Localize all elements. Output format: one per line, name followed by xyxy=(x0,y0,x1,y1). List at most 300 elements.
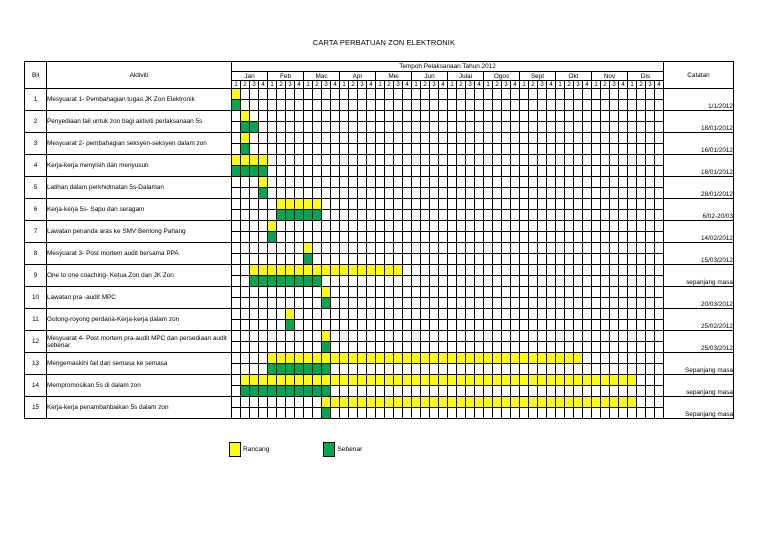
task-note: 16/01/2012 xyxy=(664,133,734,155)
empty-cell xyxy=(313,397,322,408)
empty-cell xyxy=(538,144,547,155)
empty-cell xyxy=(367,254,376,265)
empty-cell xyxy=(358,342,367,353)
actual-cell xyxy=(250,122,259,133)
empty-cell xyxy=(511,254,520,265)
empty-cell xyxy=(547,364,556,375)
empty-cell xyxy=(421,133,430,144)
empty-cell xyxy=(232,331,241,342)
empty-cell xyxy=(313,342,322,353)
empty-cell xyxy=(511,331,520,342)
empty-cell xyxy=(637,221,646,232)
empty-cell xyxy=(403,111,412,122)
empty-cell xyxy=(268,309,277,320)
empty-cell xyxy=(484,331,493,342)
empty-cell xyxy=(466,276,475,287)
actual-cell xyxy=(232,100,241,111)
empty-cell xyxy=(511,166,520,177)
empty-cell xyxy=(439,342,448,353)
empty-cell xyxy=(466,287,475,298)
empty-cell xyxy=(439,265,448,276)
empty-cell xyxy=(538,232,547,243)
empty-cell xyxy=(565,408,574,419)
empty-cell xyxy=(403,320,412,331)
planned-cell xyxy=(367,265,376,276)
week-header: 1 xyxy=(412,81,421,89)
empty-cell xyxy=(331,89,340,100)
empty-cell xyxy=(655,375,664,386)
empty-cell xyxy=(250,320,259,331)
empty-cell xyxy=(601,243,610,254)
empty-cell xyxy=(241,342,250,353)
task-activity: Mesyuarat 4- Post mortem pra-audit MPC dan persediaan audit sebenar xyxy=(47,331,232,353)
empty-cell xyxy=(502,287,511,298)
planned-cell xyxy=(322,353,331,364)
empty-cell xyxy=(268,210,277,221)
planned-cell xyxy=(601,375,610,386)
empty-cell xyxy=(628,287,637,298)
empty-cell xyxy=(439,408,448,419)
planned-cell xyxy=(376,353,385,364)
empty-cell xyxy=(520,100,529,111)
empty-cell xyxy=(232,177,241,188)
empty-cell xyxy=(295,144,304,155)
empty-cell xyxy=(493,210,502,221)
empty-cell xyxy=(259,144,268,155)
empty-cell xyxy=(628,100,637,111)
empty-cell xyxy=(385,199,394,210)
empty-cell xyxy=(592,331,601,342)
empty-cell xyxy=(583,331,592,342)
empty-cell xyxy=(403,188,412,199)
empty-cell xyxy=(628,353,637,364)
empty-cell xyxy=(502,122,511,133)
empty-cell xyxy=(448,133,457,144)
empty-cell xyxy=(628,386,637,397)
empty-cell xyxy=(646,276,655,287)
empty-cell xyxy=(538,254,547,265)
empty-cell xyxy=(250,287,259,298)
empty-cell xyxy=(277,100,286,111)
empty-cell xyxy=(574,342,583,353)
empty-cell xyxy=(601,254,610,265)
empty-cell xyxy=(331,254,340,265)
empty-cell xyxy=(484,177,493,188)
empty-cell xyxy=(520,221,529,232)
empty-cell xyxy=(322,309,331,320)
empty-cell xyxy=(493,199,502,210)
empty-cell xyxy=(619,298,628,309)
planned-cell xyxy=(430,353,439,364)
empty-cell xyxy=(430,298,439,309)
empty-cell xyxy=(277,243,286,254)
planned-cell xyxy=(241,155,250,166)
planned-cell xyxy=(421,397,430,408)
planned-cell xyxy=(457,397,466,408)
planned-cell xyxy=(232,155,241,166)
header-tempoh: Tempoh Pelaksanaan Tahun 2012 xyxy=(232,62,664,72)
empty-cell xyxy=(493,276,502,287)
empty-cell xyxy=(493,364,502,375)
week-header: 1 xyxy=(520,81,529,89)
empty-cell xyxy=(385,309,394,320)
empty-cell xyxy=(322,144,331,155)
empty-cell xyxy=(502,89,511,100)
empty-cell xyxy=(340,221,349,232)
empty-cell xyxy=(457,122,466,133)
empty-cell xyxy=(511,232,520,243)
empty-cell xyxy=(277,397,286,408)
planned-cell xyxy=(277,199,286,210)
empty-cell xyxy=(592,111,601,122)
empty-cell xyxy=(574,254,583,265)
empty-cell xyxy=(547,122,556,133)
week-header: 2 xyxy=(421,81,430,89)
empty-cell xyxy=(277,155,286,166)
empty-cell xyxy=(520,166,529,177)
empty-cell xyxy=(394,199,403,210)
empty-cell xyxy=(529,287,538,298)
empty-cell xyxy=(646,210,655,221)
empty-cell xyxy=(646,254,655,265)
empty-cell xyxy=(484,166,493,177)
empty-cell xyxy=(376,111,385,122)
empty-cell xyxy=(439,287,448,298)
empty-cell xyxy=(511,221,520,232)
planned-cell xyxy=(556,397,565,408)
empty-cell xyxy=(376,364,385,375)
gantt-chart xyxy=(24,61,734,419)
empty-cell xyxy=(520,122,529,133)
empty-cell xyxy=(259,298,268,309)
empty-cell xyxy=(277,408,286,419)
empty-cell xyxy=(232,298,241,309)
empty-cell xyxy=(637,287,646,298)
empty-cell xyxy=(421,188,430,199)
empty-cell xyxy=(637,177,646,188)
empty-cell xyxy=(466,100,475,111)
empty-cell xyxy=(457,364,466,375)
empty-cell xyxy=(574,100,583,111)
empty-cell xyxy=(502,386,511,397)
planned-cell xyxy=(520,397,529,408)
planned-cell xyxy=(295,375,304,386)
empty-cell xyxy=(394,111,403,122)
empty-cell xyxy=(538,177,547,188)
actual-cell xyxy=(304,276,313,287)
empty-cell xyxy=(538,188,547,199)
planned-cell xyxy=(277,353,286,364)
empty-cell xyxy=(520,320,529,331)
empty-cell xyxy=(547,188,556,199)
chart-title: CARTA PERBATUAN ZON ELEKTRONIK xyxy=(312,38,456,47)
empty-cell xyxy=(376,243,385,254)
empty-cell xyxy=(295,232,304,243)
empty-cell xyxy=(331,309,340,320)
planned-cell xyxy=(331,265,340,276)
empty-cell xyxy=(511,309,520,320)
empty-cell xyxy=(574,331,583,342)
empty-cell xyxy=(349,287,358,298)
empty-cell xyxy=(583,155,592,166)
empty-cell xyxy=(610,320,619,331)
empty-cell xyxy=(295,243,304,254)
empty-cell xyxy=(475,144,484,155)
empty-cell xyxy=(412,122,421,133)
empty-cell xyxy=(493,265,502,276)
empty-cell xyxy=(340,133,349,144)
empty-cell xyxy=(403,364,412,375)
empty-cell xyxy=(547,221,556,232)
empty-cell xyxy=(295,177,304,188)
empty-cell xyxy=(367,199,376,210)
empty-cell xyxy=(358,276,367,287)
empty-cell xyxy=(556,221,565,232)
empty-cell xyxy=(655,386,664,397)
empty-cell xyxy=(385,122,394,133)
empty-cell xyxy=(268,408,277,419)
empty-cell xyxy=(574,243,583,254)
empty-cell xyxy=(574,309,583,320)
empty-cell xyxy=(574,287,583,298)
week-header: 3 xyxy=(430,81,439,89)
empty-cell xyxy=(430,122,439,133)
planned-cell xyxy=(322,397,331,408)
empty-cell xyxy=(304,89,313,100)
task-activity: Mesyuarat 3- Post mortem audit bersama PPA xyxy=(47,243,232,265)
empty-cell xyxy=(601,353,610,364)
month-header: Dis xyxy=(628,72,664,81)
empty-cell xyxy=(430,188,439,199)
empty-cell xyxy=(502,243,511,254)
empty-cell xyxy=(394,232,403,243)
empty-cell xyxy=(358,221,367,232)
week-header: 2 xyxy=(277,81,286,89)
empty-cell xyxy=(304,397,313,408)
empty-cell xyxy=(628,155,637,166)
empty-cell xyxy=(529,111,538,122)
empty-cell xyxy=(475,342,484,353)
empty-cell xyxy=(493,133,502,144)
planned-cell xyxy=(628,397,637,408)
empty-cell xyxy=(583,287,592,298)
planned-cell xyxy=(277,265,286,276)
empty-cell xyxy=(565,232,574,243)
empty-cell xyxy=(574,111,583,122)
task-note: Sepanjang masa xyxy=(664,397,734,419)
empty-cell xyxy=(250,243,259,254)
empty-cell xyxy=(394,221,403,232)
task-note: Sepanjang masa xyxy=(664,353,734,375)
empty-cell xyxy=(304,144,313,155)
empty-cell xyxy=(466,111,475,122)
empty-cell xyxy=(574,144,583,155)
empty-cell xyxy=(556,122,565,133)
empty-cell xyxy=(619,210,628,221)
empty-cell xyxy=(547,100,556,111)
planned-cell xyxy=(259,375,268,386)
empty-cell xyxy=(241,364,250,375)
task-note: 18/01/2012 xyxy=(664,155,734,177)
empty-cell xyxy=(457,221,466,232)
task-activity: Lawatan pra -audit MPC xyxy=(47,287,232,309)
actual-cell xyxy=(295,276,304,287)
empty-cell xyxy=(358,144,367,155)
empty-cell xyxy=(331,133,340,144)
empty-cell xyxy=(619,386,628,397)
empty-cell xyxy=(232,276,241,287)
empty-cell xyxy=(583,265,592,276)
empty-cell xyxy=(340,155,349,166)
empty-cell xyxy=(484,298,493,309)
empty-cell xyxy=(286,177,295,188)
empty-cell xyxy=(646,89,655,100)
empty-cell xyxy=(601,298,610,309)
empty-cell xyxy=(304,177,313,188)
empty-cell xyxy=(349,177,358,188)
empty-cell xyxy=(538,298,547,309)
actual-cell xyxy=(286,210,295,221)
planned-cell xyxy=(565,353,574,364)
empty-cell xyxy=(403,210,412,221)
empty-cell xyxy=(313,287,322,298)
empty-cell xyxy=(457,254,466,265)
actual-cell xyxy=(232,166,241,177)
empty-cell xyxy=(619,331,628,342)
empty-cell xyxy=(637,353,646,364)
planned-cell xyxy=(619,397,628,408)
week-header: 3 xyxy=(466,81,475,89)
empty-cell xyxy=(601,89,610,100)
empty-cell xyxy=(304,133,313,144)
empty-cell xyxy=(232,188,241,199)
empty-cell xyxy=(349,144,358,155)
empty-cell xyxy=(421,386,430,397)
empty-cell xyxy=(313,144,322,155)
empty-cell xyxy=(385,287,394,298)
task-note: 6/02-20/03 xyxy=(664,199,734,221)
empty-cell xyxy=(277,122,286,133)
empty-cell xyxy=(322,320,331,331)
empty-cell xyxy=(412,232,421,243)
empty-cell xyxy=(457,276,466,287)
empty-cell xyxy=(601,309,610,320)
empty-cell xyxy=(304,166,313,177)
task-number: 15 xyxy=(25,397,47,419)
week-header: 2 xyxy=(529,81,538,89)
empty-cell xyxy=(619,287,628,298)
empty-cell xyxy=(259,397,268,408)
empty-cell xyxy=(376,309,385,320)
empty-cell xyxy=(394,177,403,188)
empty-cell xyxy=(601,199,610,210)
empty-cell xyxy=(295,331,304,342)
empty-cell xyxy=(583,144,592,155)
empty-cell xyxy=(619,364,628,375)
empty-cell xyxy=(529,155,538,166)
empty-cell xyxy=(385,276,394,287)
empty-cell xyxy=(385,408,394,419)
empty-cell xyxy=(286,254,295,265)
empty-cell xyxy=(565,199,574,210)
empty-cell xyxy=(484,111,493,122)
empty-cell xyxy=(610,188,619,199)
actual-cell xyxy=(286,320,295,331)
week-header: 4 xyxy=(511,81,520,89)
task-activity: Mempromosikan 5s di dalam zon xyxy=(47,375,232,397)
task-number: 2 xyxy=(25,111,47,133)
empty-cell xyxy=(241,353,250,364)
empty-cell xyxy=(232,122,241,133)
task-note: 15/03/2012 xyxy=(664,243,734,265)
empty-cell xyxy=(610,353,619,364)
empty-cell xyxy=(493,309,502,320)
planned-cell xyxy=(574,397,583,408)
empty-cell xyxy=(583,309,592,320)
empty-cell xyxy=(394,287,403,298)
empty-cell xyxy=(259,243,268,254)
empty-cell xyxy=(259,232,268,243)
empty-cell xyxy=(475,166,484,177)
empty-cell xyxy=(637,188,646,199)
empty-cell xyxy=(502,364,511,375)
empty-cell xyxy=(403,254,412,265)
empty-cell xyxy=(313,166,322,177)
actual-cell xyxy=(322,408,331,419)
empty-cell xyxy=(412,144,421,155)
empty-cell xyxy=(601,155,610,166)
empty-cell xyxy=(322,111,331,122)
empty-cell xyxy=(277,177,286,188)
task-activity: Kerja-kerja penambahbaikan 5s dalam zon xyxy=(47,397,232,419)
empty-cell xyxy=(349,100,358,111)
empty-cell xyxy=(277,331,286,342)
empty-cell xyxy=(556,254,565,265)
empty-cell xyxy=(259,122,268,133)
empty-cell xyxy=(511,298,520,309)
task-activity: Mengemaskini fail dari semasa ke semasa xyxy=(47,353,232,375)
actual-cell xyxy=(250,276,259,287)
planned-cell xyxy=(385,397,394,408)
empty-cell xyxy=(466,133,475,144)
empty-cell xyxy=(430,309,439,320)
empty-cell xyxy=(448,122,457,133)
empty-cell xyxy=(331,166,340,177)
empty-cell xyxy=(313,408,322,419)
empty-cell xyxy=(412,408,421,419)
empty-cell xyxy=(637,254,646,265)
planned-cell xyxy=(349,265,358,276)
task-activity: Penyediaan fail untuk zon bagi aktiviti perlaksanaan 5s xyxy=(47,111,232,133)
empty-cell xyxy=(457,232,466,243)
task-activity: Mesyuarat 2- pembahagian seksyen-seksyen dalam zon xyxy=(47,133,232,155)
task-number: 5 xyxy=(25,177,47,199)
empty-cell xyxy=(457,177,466,188)
empty-cell xyxy=(340,254,349,265)
empty-cell xyxy=(583,276,592,287)
empty-cell xyxy=(448,386,457,397)
actual-cell xyxy=(241,386,250,397)
empty-cell xyxy=(583,254,592,265)
empty-cell xyxy=(241,199,250,210)
task-activity: Gotong-royong perdana-Kerja-kerja dalam zon xyxy=(47,309,232,331)
empty-cell xyxy=(592,254,601,265)
planned-cell xyxy=(520,353,529,364)
empty-cell xyxy=(241,287,250,298)
week-header: 1 xyxy=(232,81,241,89)
planned-cell xyxy=(538,397,547,408)
empty-cell xyxy=(322,221,331,232)
